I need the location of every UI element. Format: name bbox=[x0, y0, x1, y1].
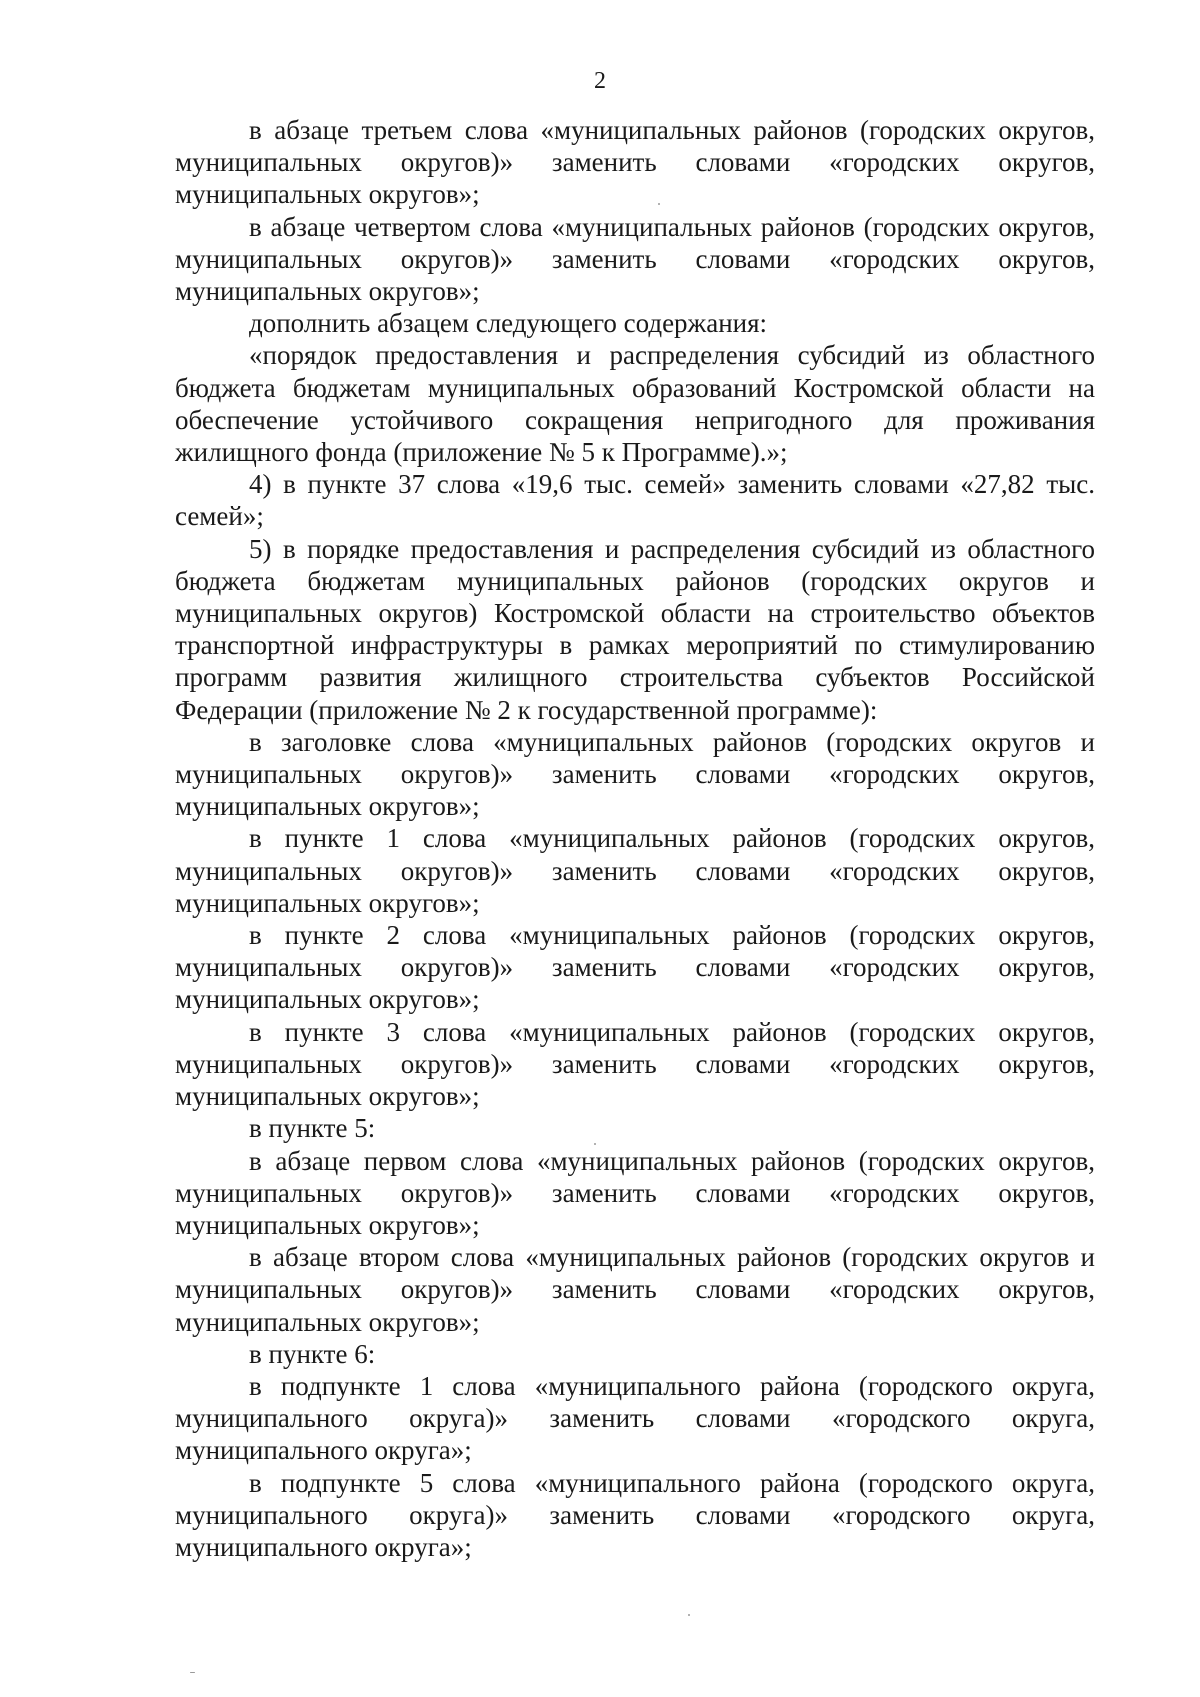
paragraph-point-6: в пункте 6: bbox=[249, 1338, 376, 1369]
paragraph-point-1: в пункте 1 слова «муниципальных районов (городских округов, муниципальных округов)» заменить словами «городских округов, муниципальных округов»; bbox=[175, 823, 1095, 918]
paragraph-add-abzac: дополнить абзацем следующего содержания: bbox=[249, 308, 768, 339]
paragraph-point-6-sub-1: в подпункте 1 слова «муниципального района (городского округа, муниципального округа)» заменить словами «городского округа, муниципального округа»; bbox=[175, 1370, 1095, 1466]
paragraph-point-5-abzac-1: в абзаце первом слова «муниципальных районов (городских округов, муниципальных округов)» заменить словами «городских округов, муниципальных округов»; bbox=[175, 1145, 1095, 1240]
paragraph-point-3: в пункте 3 слова «муниципальных районов (городских округов, муниципальных округов)» заменить словами «городских округов, муниципальных округов»; bbox=[175, 1016, 1095, 1112]
document-body bbox=[175, 114, 1095, 1563]
paragraph-point-5-abzac-2: в абзаце втором слова «муниципальных районов (городских округов и муниципальных округов)» заменить словами «городских округов, муниципальных округов»; bbox=[175, 1242, 1095, 1337]
scan-speck bbox=[594, 1143, 596, 1145]
scan-speck bbox=[658, 203, 660, 205]
paragraph-quoted-order: «порядок предоставления и распределения субсидий из областного бюджета бюджетам муниципальных образований Костромской области на обеспечение устойчивого сокращения непригодного для проживания жилищного фонда (приложение № 5 к Программе).»; bbox=[175, 340, 1095, 468]
paragraph-point-2: в пункте 2 слова «муниципальных районов (городских округов, муниципальных округов)» заменить словами «городских округов, муниципальных округов»; bbox=[175, 920, 1095, 1015]
scan-speck bbox=[688, 1614, 690, 1616]
paragraph-abzac-3: в абзаце третьем слова «муниципальных районов (городских округов, муниципальных округов)» заменить словами «городских округов, муниципальных округов»; bbox=[175, 115, 1095, 210]
paragraph-point-5: в пункте 5: bbox=[249, 1113, 376, 1144]
paragraph-point-6-sub-5: в подпункте 5 слова «муниципального района (городского округа, муниципального округа)» заменить словами «городского округа, муниципального округа»; bbox=[175, 1467, 1095, 1562]
page-number: 2 bbox=[594, 68, 606, 94]
paragraph-item-5: 5) в порядке предоставления и распределения субсидий из областного бюджета бюджетам муниципальных районов (городских округов и муниципальных округов) Костромской области на строительство объектов транспортной инфраструктуры в рамках мероприятий по стимулированию программ развития жилищного строительства субъектов Российской Федерации (приложение № 2 к государственной программе): bbox=[175, 533, 1095, 725]
paragraph-heading-change: в заголовке слова «муниципальных районов (городских округов и муниципальных округов)» заменить словами «городских округов, муниципальных округов»; bbox=[175, 726, 1095, 822]
paragraph-item-4: 4) в пункте 37 слова «19,6 тыс. семей» заменить словами «27,82 тыс. семей»; bbox=[175, 469, 1095, 532]
paragraph-abzac-4: в абзаце четвертом слова «муниципальных районов (городских округов, муниципальных округов)» заменить словами «городских округов, муниципальных округов»; bbox=[175, 211, 1095, 307]
scan-speck bbox=[190, 1672, 195, 1673]
